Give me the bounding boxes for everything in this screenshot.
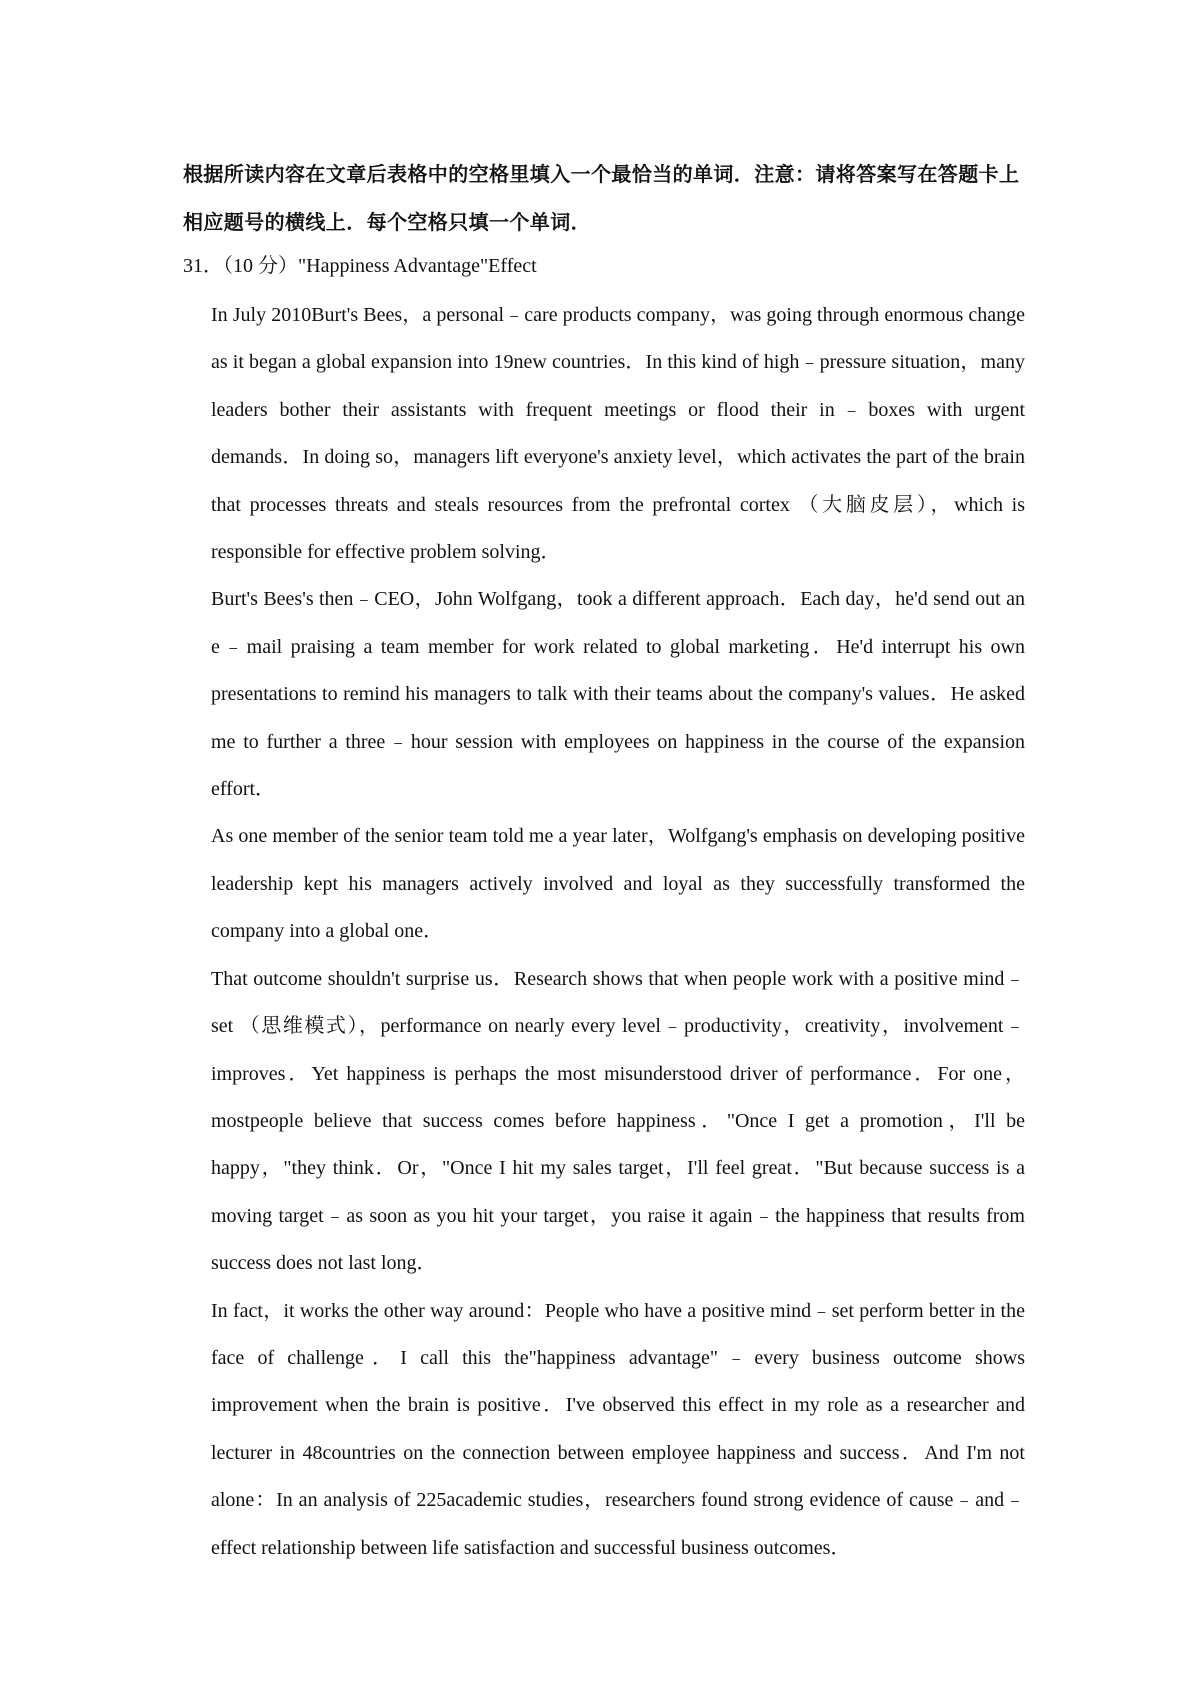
passage-title: "Happiness Advantage"Effect [298, 255, 537, 277]
question-heading [183, 250, 1025, 282]
paragraph-5: In fact，it works the other way around：People who have a positive mind﹣set perform better in the face of challenge．I call this the"happiness advantage"﹣every business outcome shows improvement when the brain is positive．I've observed this effect in my role as a researcher and lecturer in 48countries on the connection between employee happiness and success．And I'm not alone：In an analysis of 225academic studies，researchers found strong evidence of cause﹣and﹣effect relationship between life satisfaction and successful business outcomes． [211, 1299, 1025, 1559]
paragraph-2: Burt's Bees's then﹣CEO，John Wolfgang，took a different approach．Each day，he'd send out an e﹣mail praising a team member for work related to global marketing．He'd interrupt his own presentations to remind his managers to talk with their teams about the company's values．He asked me to further a three﹣hour session with employees on happiness in the course of the expansion effort． [211, 588, 1025, 801]
paragraph-4: That outcome shouldn't surprise us．Research shows that when people work with a positive mind﹣set （思维模式），performance on nearly every level﹣productivity，creativity，involvement﹣improves．Yet happiness is perhaps the most misunderstood driver of performance．For one，mostpeople believe that success comes before happiness．"Once I get a promotion，I'll be happy，"they think．Or，"Once I hit my sales target，I'll feel great．"But because success is a moving target﹣as soon as you hit your target，you raise it again﹣the happiness that results from success does not last long． [211, 967, 1025, 1275]
instructions: 根据所读内容在文章后表格中的空格里填入一个最恰当的单词．注意：请将答案写在答题卡上相应题号的横线上．每个空格只填一个单词． [183, 162, 1020, 234]
question-score: （10 分） [223, 255, 298, 277]
paragraph-3: As one member of the senior team told me a year later，Wolfgang's emphasis on developing positive leadership kept his managers actively involved and loyal as they successfully transformed the company into a global one． [211, 825, 1025, 943]
paragraph-1: In July 2010Burt's Bees，a personal﹣care products company，was going through enormous change as it began a global expansion into 19new countries．In this kind of high﹣pressure situation，many leaders bother their assistants with frequent meetings or flood their in﹣boxes with urgent demands．In doing so，managers lift everyone's anxiety level，which activates the part of the brain that processes threats and steals resources from the prefrontal cortex （大脑皮层），which is responsible for effective problem solving． [211, 304, 1025, 564]
question-number: 31． [183, 255, 223, 277]
passage [211, 292, 1025, 1572]
